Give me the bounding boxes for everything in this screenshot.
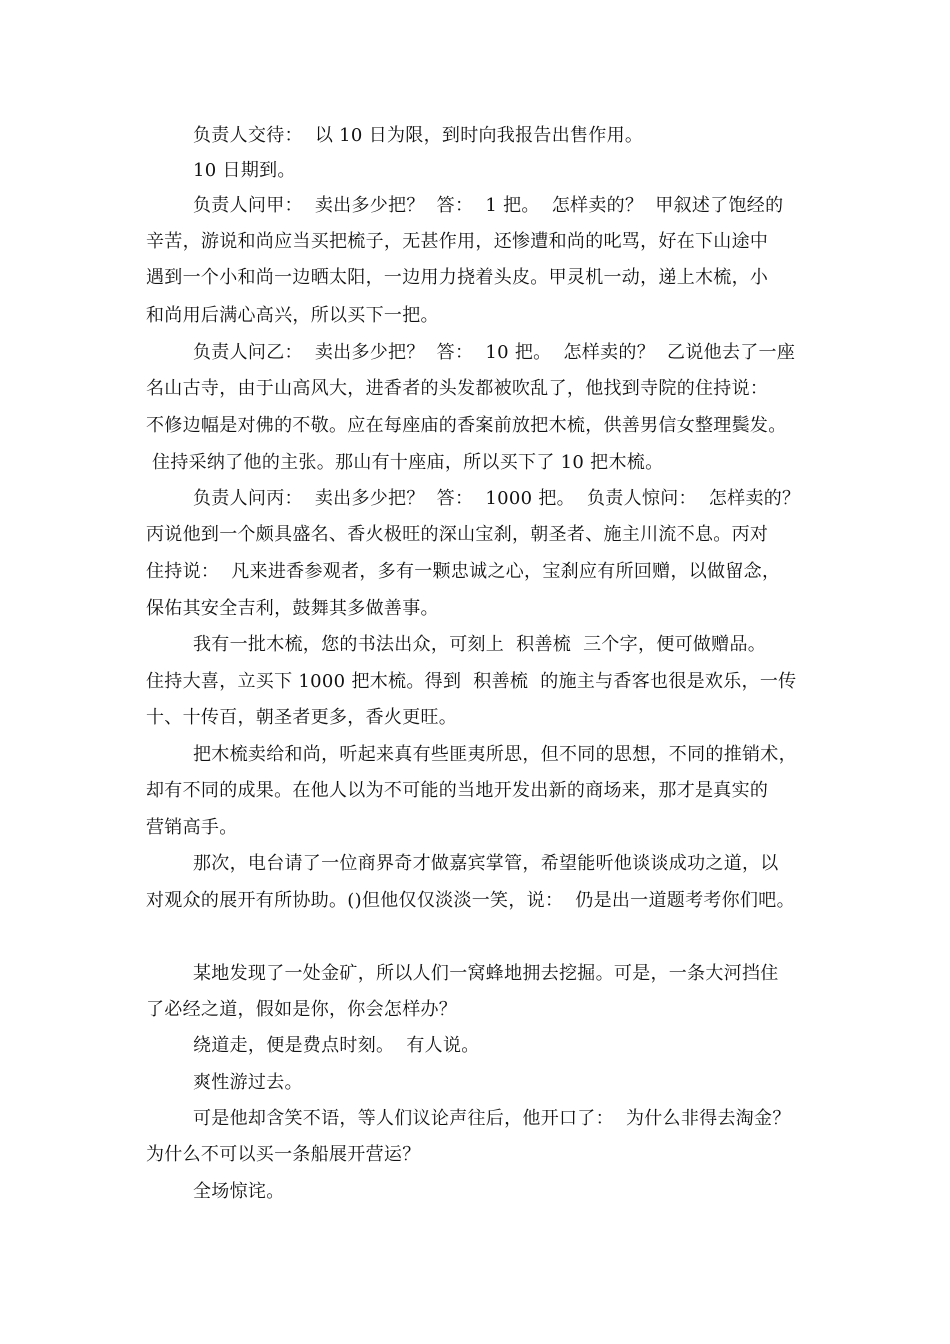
- text-line: 遇到一个小和尚一边晒太阳，一边用力挠着头皮。甲灵机一动，递上木梳，小: [146, 267, 769, 288]
- text-line: 我有一批木梳，您的书法出众，可刻上 积善梳 三个字，便可做赠品。: [193, 634, 767, 655]
- text-line: 保佑其安全吉利，鼓舞其多做善事。: [146, 598, 439, 619]
- text-line: 营销高手。: [146, 817, 238, 838]
- text-line: 十、十传百，朝圣者更多，香火更旺。: [146, 707, 458, 728]
- text-line: 辛苦，游说和尚应当买把梳子，无甚作用，还惨遭和尚的叱骂，好在下山途中: [146, 231, 769, 252]
- text-line: 那次，电台请了一位商界奇才做嘉宾掌管，希望能听他谈谈成功之道，以: [193, 853, 779, 874]
- text-line: 丙说他到一个颇具盛名、香火极旺的深山宝刹，朝圣者、施主川流不息。丙对: [146, 524, 769, 545]
- text-line: 住持说： 凡来进香参观者，多有一颗忠诚之心，宝刹应有所回赠，以做留念，: [146, 561, 781, 582]
- text-line: 负责人问丙： 卖出多少把？ 答： 1000 把。 负责人惊问： 怎样卖的？: [193, 488, 801, 509]
- text-line: 不修边幅是对佛的不敬。应在每座庙的香案前放把木梳，供善男信女整理鬓发。: [146, 415, 787, 436]
- text-line: 却有不同的成果。在他人以为不可能的当地开发出新的商场来，那才是真实的: [146, 780, 769, 801]
- text-line: 绕道走，便是费点时刻。 有人说。: [193, 1035, 480, 1056]
- text-line: 负责人问甲： 卖出多少把？ 答： 1 把。 怎样卖的？ 甲叙述了饱经的: [193, 195, 784, 216]
- text-line: 可是他却含笑不语，等人们议论声往后，他开口了： 为什么非得去淘金？: [193, 1108, 791, 1129]
- text-line: 负责人交待： 以 10 日为限，到时向我报告出售作用。: [193, 125, 644, 146]
- text-line: 爽性游过去。: [193, 1072, 303, 1093]
- text-line: 了必经之道，假如是你，你会怎样办？: [146, 999, 458, 1020]
- text-line: 对观众的展开有所协助。()但他仅仅淡淡一笑，说： 仍是出一道题考考你们吧。: [146, 890, 795, 911]
- text-line: 10 日期到。: [193, 160, 296, 181]
- text-line: 名山古寺，由于山高风大，进香者的头发都被吹乱了，他找到寺院的住持说：: [146, 378, 769, 399]
- text-line: 把木梳卖给和尚，听起来真有些匪夷所思，但不同的思想，不同的推销术，: [193, 744, 797, 765]
- text-line: 全场惊诧。: [193, 1181, 285, 1202]
- text-line: 负责人问乙： 卖出多少把？ 答： 10 把。 怎样卖的？ 乙说他去了一座: [193, 342, 796, 363]
- text-line: 某地发现了一处金矿，所以人们一窝蜂地拥去挖掘。可是，一条大河挡住: [193, 963, 779, 984]
- text-line: 住持大喜，立买下 1000 把木梳。得到 积善梳 的施主与香客也很是欢乐，一传: [146, 671, 797, 692]
- text-line: 住持采纳了他的主张。那山有十座庙，所以买下了 10 把木梳。: [146, 452, 664, 473]
- text-line: 和尚用后满心高兴，所以买下一把。: [146, 305, 439, 326]
- text-line: 为什么不可以买一条船展开营运？: [146, 1144, 421, 1165]
